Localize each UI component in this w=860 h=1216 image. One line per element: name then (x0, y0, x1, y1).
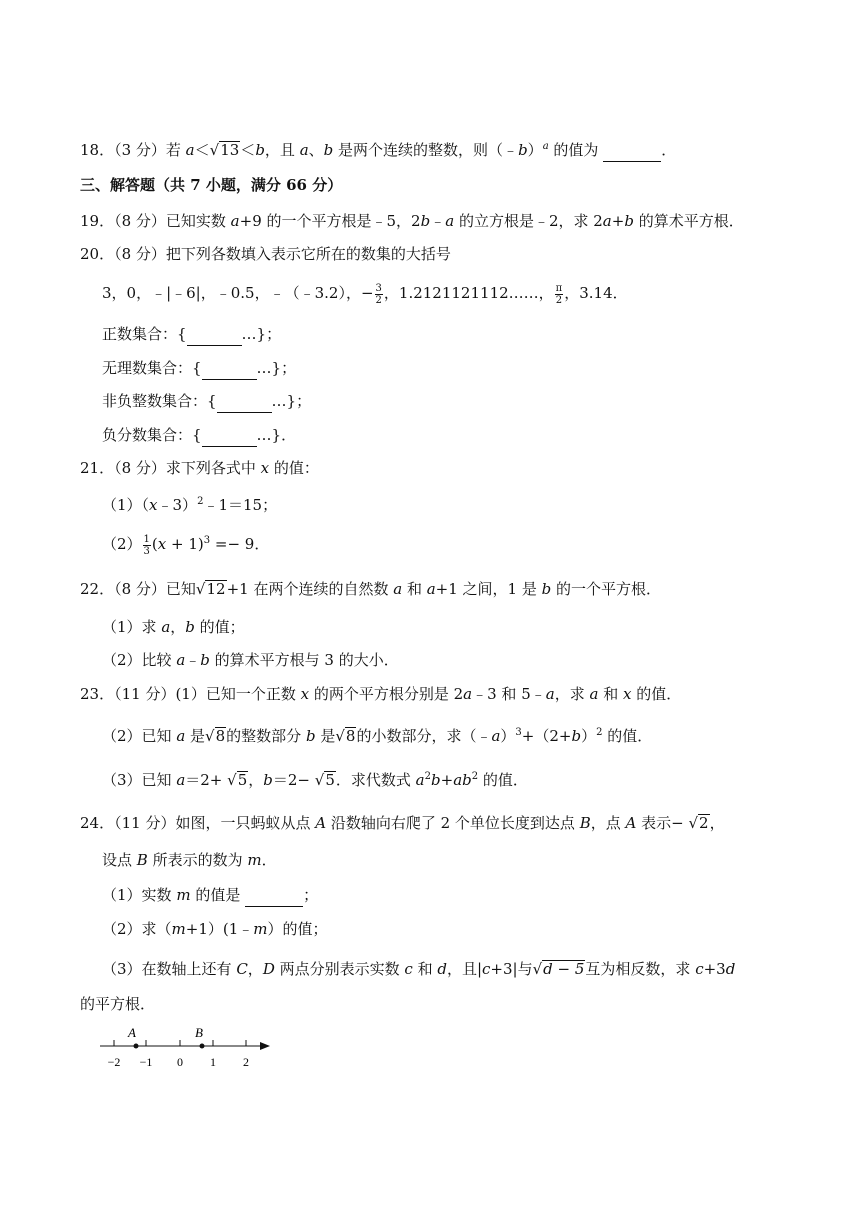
answer-blank[interactable] (202, 424, 257, 447)
sqrt-5: √5 (314, 771, 335, 789)
sqrt-13: √13 (209, 141, 240, 159)
tick-label: 0 (177, 1055, 183, 1069)
sqrt-d-minus-5: √d − 5 (532, 960, 585, 978)
question-20-numbers: 3，0，﹣|﹣6|，﹣0.5，﹣（﹣3.2），− $\frac{3}{2}$ ，1.2121121112……， $\frac{\pi}{2}$ ，3.14． (102, 282, 628, 306)
question-24-part3: （3）在数轴上还有 C，D 两点分别表示实数 c 和 d，且|c+3|与√d − 5互为相反数，求 c+3d (102, 960, 736, 978)
tick-label: −1 (139, 1055, 153, 1069)
question-21-part2: （2） $\frac{1}{3}$ $(x + 1)^3 =- 9$． (102, 533, 270, 557)
fraction-pi-2: $\frac{\pi}{2}$ (555, 282, 563, 306)
sqrt-8: √8 (205, 727, 226, 745)
fraction-1-3: $\frac{1}{3}$ (143, 533, 150, 557)
sqrt-8: √8 (335, 727, 356, 745)
question-18: 18．（3 分）若 a＜√13＜b，且 a、b 是两个连续的整数，则（﹣b）$^a$ 的值为 ． (80, 136, 676, 162)
question-23-part3: （3）已知 a＝2+ √5，b＝2− √5．求代数式 $a^2b+ab^2$ 的值． (102, 771, 528, 789)
question-23: 23．（11 分）(1）已知一个正数 x 的两个平方根分别是 2a﹣3 和 5﹣a，求 a 和 x 的值． (80, 685, 682, 703)
point-a-label: A (128, 1025, 136, 1040)
arrow-right-icon (260, 1042, 270, 1050)
sqrt-5: √5 (227, 771, 248, 789)
set-irrational: 无理数集合：{ …}； (102, 357, 296, 380)
point-b-label: B (195, 1025, 203, 1040)
answer-blank[interactable] (187, 323, 242, 346)
question-21: 21．（8 分）求下列各式中 x 的值： (80, 459, 319, 477)
question-22: 22．（8 分）已知√12+1 在两个连续的自然数 a 和 a+1 之间，1 是 b 的一个平方根． (80, 580, 662, 598)
question-19: 19．（8 分）已知实数 a+9 的一个平方根是﹣5，2b﹣a 的立方根是﹣2，求 2a+b 的算术平方根． (80, 212, 744, 230)
point-b-dot (200, 1044, 205, 1049)
question-21-part1: （1）（x﹣3）$^2$﹣1＝15； (102, 496, 278, 514)
question-22-part2: （2）比较 a﹣b 的算术平方根与 3 的大小． (102, 651, 399, 669)
tick-label: −2 (107, 1055, 121, 1069)
point-a-dot (134, 1044, 139, 1049)
question-23-part2: （2）已知 a 是√8的整数部分 b 是√8的小数部分，求$(﹣a)^3+(2+b)^2$ 的值． (102, 727, 653, 745)
question-22-part1: （1）求 a，b 的值； (102, 618, 245, 636)
set-negative-fraction: 负分数集合：{ …}． (102, 424, 296, 447)
question-24-line2: 设点 B 所表示的数为 m． (102, 851, 277, 869)
answer-blank[interactable] (202, 357, 257, 380)
sqrt-12: √12 (195, 580, 226, 598)
set-nonnegative-integer: 非负整数集合：{ …}； (102, 390, 311, 413)
tick-label: 2 (243, 1055, 249, 1069)
tick-label: 1 (210, 1055, 216, 1069)
answer-blank[interactable] (245, 884, 303, 907)
question-24-part1: （1）实数 m 的值是 ； (102, 884, 318, 907)
set-positive: 正数集合：{ …}； (102, 323, 281, 346)
question-20-title: 20．（8 分）把下列各数填入表示它所在的数集的大括号 (80, 245, 451, 263)
number-line-figure (98, 1024, 278, 1074)
question-24-line5: 的平方根． (80, 995, 156, 1013)
question-24: 24．（11 分）如图，一只蚂蚁从点 A 沿数轴向右爬了 2 个单位长度到达点 B，点 A 表示− √2， (80, 814, 725, 832)
question-24-part2: （2）求（m+1）(1﹣m）的值； (102, 920, 328, 938)
answer-blank[interactable] (603, 139, 661, 162)
answer-blank[interactable] (217, 390, 272, 413)
fraction-3-2: $\frac{3}{2}$ (375, 282, 382, 306)
section-heading: 三、解答题（共 7 小题，满分 66 分） (80, 176, 343, 194)
sqrt-2: √2 (688, 814, 709, 832)
